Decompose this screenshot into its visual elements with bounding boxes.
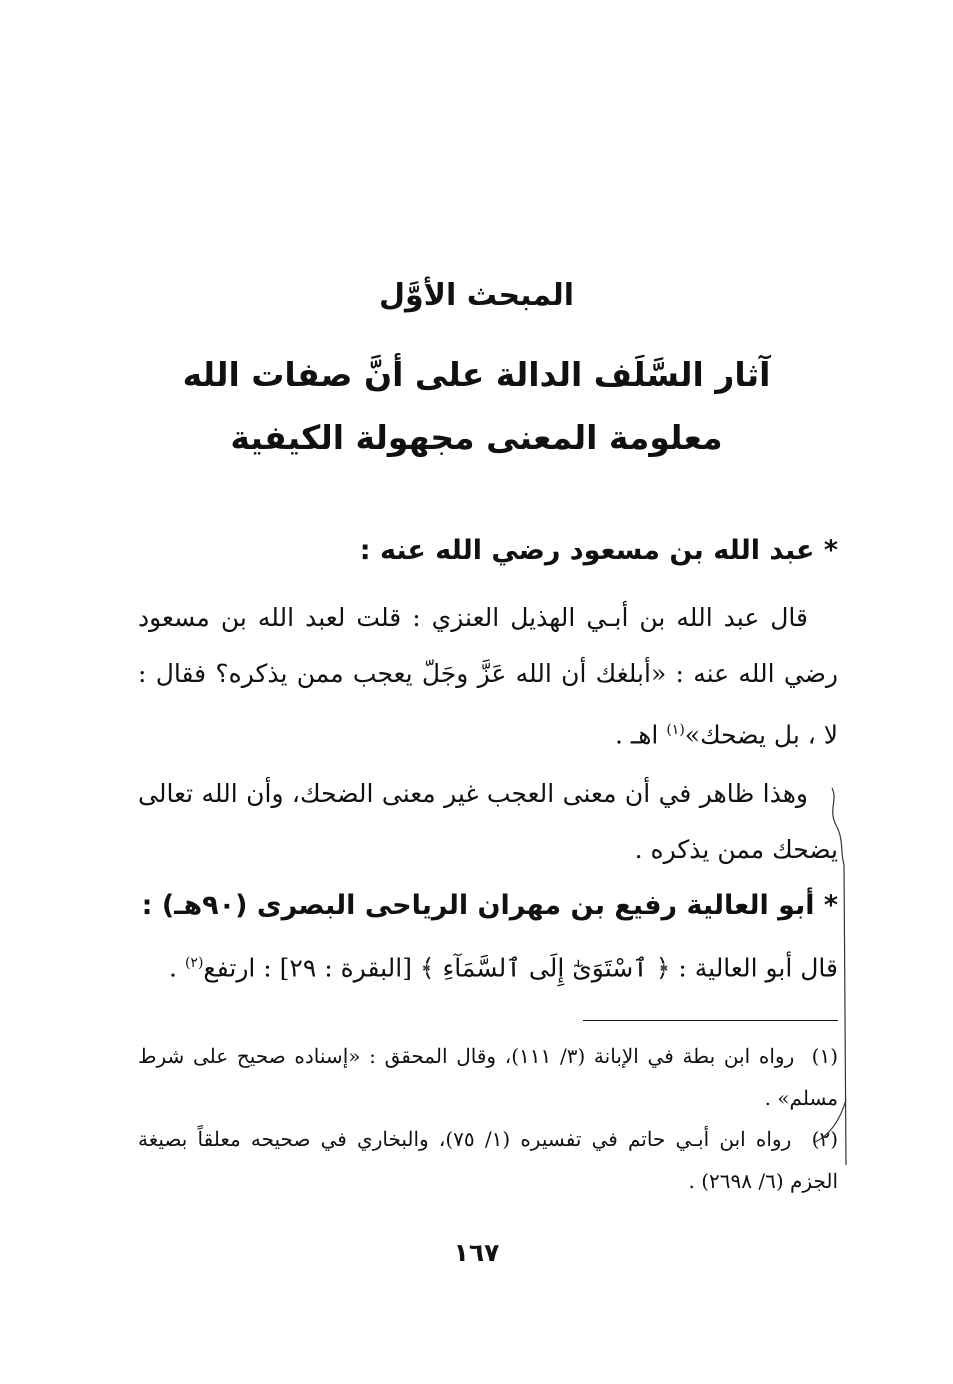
paragraph-commentary [138, 766, 838, 878]
chapter-title-line-1: آثار السَّلَف الدالة على أنَّ صفات الله [182, 355, 771, 394]
abu-aliya-end: . [169, 953, 185, 983]
narration-text: قال عبد الله بن أبـي الهذيل العنزي : قلت لعبد الله بن مسعود رضي الله عنه : «أبلغك أن الله عَزَّ وجَلّ يعجب ممن يذكره؟ فقال : لا ، بل يضحك» [138, 603, 838, 750]
commentary-text: وهذا ظاهر في أن معنى العجب غير معنى الضحك، وأن الله تعالى يضحك ممن يذكره . [138, 779, 838, 864]
footnote-text: رواه ابن بطة في الإبانة (٣/ ١١١)، وقال المحقق : «إسناده صحيح على شرط مسلم» . [138, 1044, 838, 1110]
footnote-ref-1: (١) [666, 722, 685, 738]
chapter-title-line-2: معلومة المعنى مجهولة الكيفية [230, 418, 723, 457]
narration-end: اهـ . [615, 720, 667, 750]
paragraph-abu-aliya-narration [138, 935, 838, 996]
footnote-number: (١) [811, 1044, 838, 1068]
chapter-label: المبحث الأوَّل [378, 278, 575, 313]
section-heading-ibn-masud: * عبد الله بن مسعود رضي الله عنه : [359, 535, 838, 566]
footnote-text: رواه ابن أبـي حاتم في تفسيره (١/ ٧٥)، والبخاري في صحيحه معلقاً بصيغة الجزم (٦/ ٢٦٩٨) . [138, 1127, 838, 1193]
footnote-divider [583, 1020, 838, 1021]
footnote-ref-2: (٢) [184, 955, 204, 971]
page-number: ١٦٧ [453, 1238, 500, 1267]
abu-aliya-text: قال أبو العالية : ﴿ ٱسْتَوَىٰٓ إِلَى ٱلسَّمَآءِ ﴾ [البقرة : ٢٩] : ارتفع [203, 953, 838, 983]
section-heading-abu-aliya: * أبو العالية رفيع بن مهران الرياحى البصرى (٩٠هـ) : [141, 890, 838, 921]
paragraph-ibn-masud-narration [138, 590, 838, 763]
footnote-2 [138, 1118, 838, 1202]
footnote-1 [138, 1035, 838, 1119]
footnote-number: (٢) [811, 1127, 838, 1151]
